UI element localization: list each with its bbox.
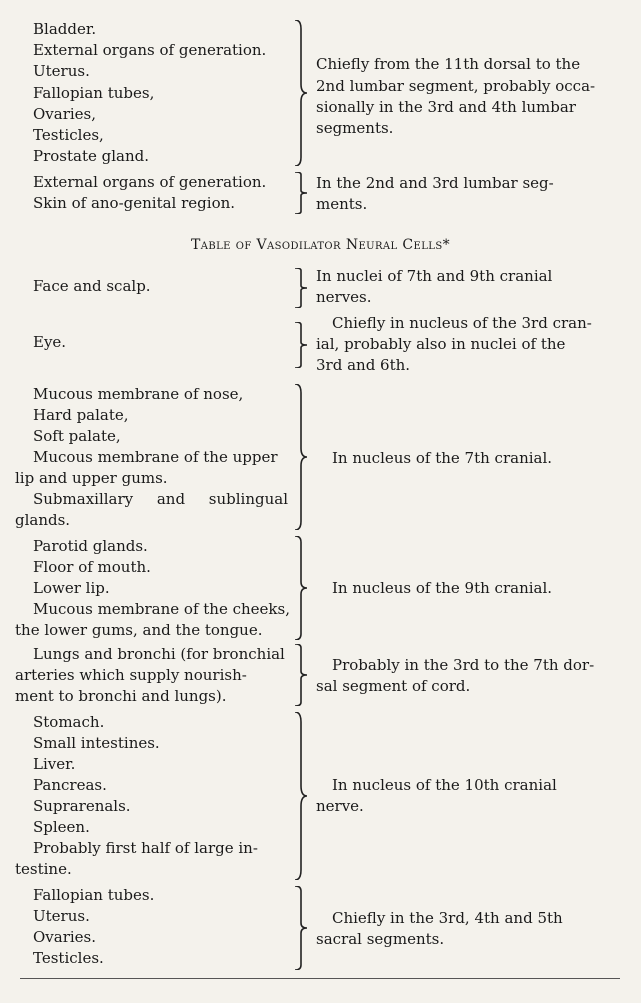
cell-line: In nucleus of the 10th cranial — [332, 776, 557, 794]
organ-line: glands. — [15, 511, 71, 529]
brace — [294, 20, 308, 166]
cell-line: sionally in the 3rd and 4th lumbar — [316, 98, 576, 116]
organ-line: Skin of ano-genital region. — [33, 194, 236, 212]
table-title — [0, 237, 641, 253]
organ-word: sublingual — [208, 490, 288, 508]
cell-line: 3rd and 6th. — [316, 356, 411, 374]
organ-line: Hard palate, — [33, 406, 129, 424]
brace — [294, 268, 308, 308]
cell-line: Probably in the 3rd to the 7th dor- — [332, 656, 595, 674]
cell-line: 2nd lumbar segment, probably occa- — [316, 77, 596, 95]
organ-line: Uterus. — [33, 62, 90, 80]
organ-line: Spleen. — [33, 818, 90, 836]
organ-line: Testicles. — [33, 949, 104, 967]
organ-word: Submaxillary — [33, 490, 134, 508]
organ-line: Fallopian tubes. — [33, 886, 155, 904]
organ-line: Ovaries. — [33, 928, 97, 946]
brace — [294, 712, 308, 880]
cell-line: In nucleus of the 7th cranial. — [332, 449, 553, 467]
organ-line: testine. — [15, 860, 72, 878]
organ-line: Small intestines. — [33, 734, 160, 752]
organ-line: Floor of mouth. — [33, 558, 151, 576]
organ-line: Suprarenals. — [33, 797, 131, 815]
cell-line: nerves. — [316, 288, 372, 306]
cell-line: sal segment of cord. — [316, 677, 471, 695]
cell-line: In nuclei of 7th and 9th cranial — [316, 267, 553, 285]
organ-line: Bladder. — [33, 20, 97, 38]
cell-line: ial, probably also in nuclei of the — [316, 335, 566, 353]
page-bottom-rule — [20, 978, 620, 979]
brace — [294, 886, 308, 970]
organ-line: Face and scalp. — [33, 277, 151, 295]
brace — [294, 644, 308, 706]
organ-line: Liver. — [33, 755, 76, 773]
organ-line: Eye. — [33, 333, 67, 351]
table-title-text: Table of Vasodilator Neural Cells* — [191, 237, 450, 253]
cell-line: Chiefly in nucleus of the 3rd cran- — [332, 314, 592, 332]
cell-line: Chiefly in the 3rd, 4th and 5th — [332, 909, 563, 927]
organ-line: ment to bronchi and lungs). — [15, 687, 227, 705]
organ-word: and — [156, 490, 186, 508]
cell-line: In the 2nd and 3rd lumbar seg- — [316, 174, 554, 192]
organ-line: Pancreas. — [33, 776, 107, 794]
organ-line: Fallopian tubes, — [33, 84, 155, 102]
organ-line: lip and upper gums. — [15, 469, 168, 487]
organ-line: Soft palate, — [33, 427, 121, 445]
organ-line: Lungs and bronchi (for bronchial — [33, 645, 285, 663]
cell-line: Chiefly from the 11th dorsal to the — [316, 55, 581, 73]
organ-line: the lower gums, and the tongue. — [15, 621, 263, 639]
cell-line: In nucleus of the 9th cranial. — [332, 579, 553, 597]
cell-line: ments. — [316, 195, 368, 213]
organ-line: Uterus. — [33, 907, 90, 925]
organ-line: Prostate gland. — [33, 147, 150, 165]
brace — [294, 536, 308, 640]
cell-line: sacral segments. — [316, 930, 445, 948]
organ-line: Ovaries, — [33, 105, 97, 123]
organ-line: Mucous membrane of the cheeks, — [33, 600, 290, 618]
organ-line: Mucous membrane of nose, — [33, 385, 244, 403]
brace — [294, 172, 308, 214]
brace — [294, 322, 308, 368]
cell-line: segments. — [316, 119, 394, 137]
organ-line: Lower lip. — [33, 579, 110, 597]
organ-line: arteries which supply nourish- — [15, 666, 247, 684]
organ-line: External organs of generation. — [33, 41, 267, 59]
organ-line: Mucous membrane of the upper — [33, 448, 278, 466]
organ-line: External organs of generation. — [33, 173, 267, 191]
brace — [294, 384, 308, 530]
organ-line-justified — [33, 489, 288, 510]
cell-line: nerve. — [316, 797, 364, 815]
organ-line: Testicles, — [33, 126, 104, 144]
organ-line: Probably first half of large in- — [33, 839, 258, 857]
organ-line: Parotid glands. — [33, 537, 148, 555]
organ-line: Stomach. — [33, 713, 105, 731]
